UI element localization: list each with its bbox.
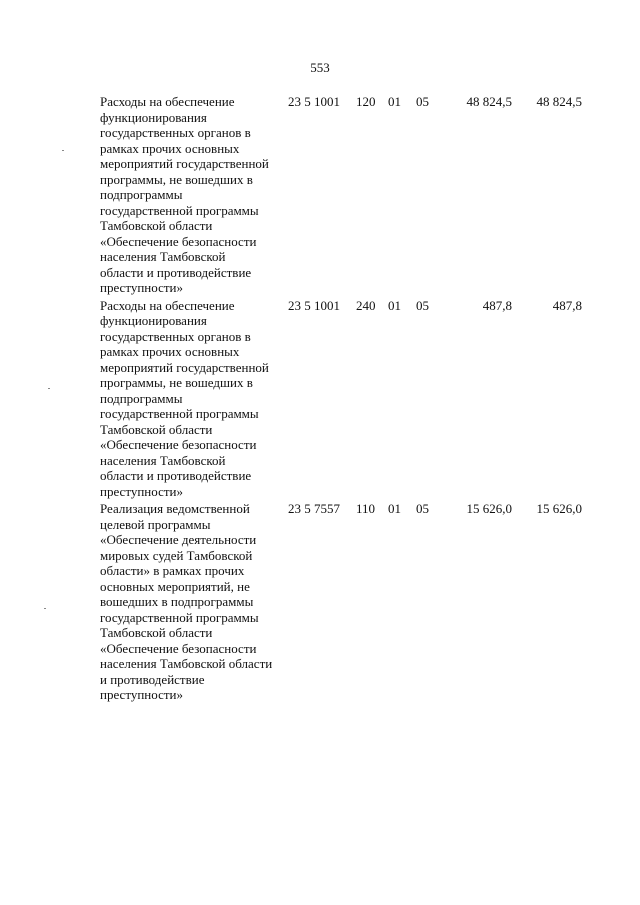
row-description: Расходы на обеспечение функционирования государственных органов в рамках прочих основных мероприятий государственной программы, не вошедших в подпрограммы государственной программы Тамбовской области «Обеспечение безопасности населения Тамбовской области и противодействие преступности»: [100, 297, 269, 499]
amount-second: 15 626,0: [536, 501, 582, 516]
expense-type-code: 240: [356, 297, 376, 313]
target-article-code: 23 5 1001: [288, 297, 340, 313]
page-number: 553: [310, 60, 330, 75]
subsection-code: 05: [416, 297, 429, 313]
scan-speck: [62, 150, 64, 151]
scan-speck: [44, 608, 46, 609]
budget-table: [100, 94, 600, 705]
subsection-code: 05: [416, 94, 429, 109]
table-row: [100, 94, 600, 296]
table-row: [100, 298, 600, 500]
row-description: Реализация ведомственной целевой программы «Обеспечение деятельности мировых судей Тамбовской области» в рамках прочих основных мероприятий, не вошедших в подпрограммы государственной программы Тамбовской области «Обеспечение безопасности населения Тамбовской области и противодействие преступности»: [100, 501, 273, 702]
expense-type-code: 120: [356, 94, 376, 109]
target-article-code: 23 5 1001: [288, 94, 340, 109]
amount-second: 487,8: [552, 297, 582, 313]
table-row: [100, 501, 600, 703]
section-code: 01: [388, 297, 401, 313]
section-code: 01: [388, 94, 401, 109]
section-code: 01: [388, 501, 401, 516]
amount-first: 15 626,0: [466, 501, 512, 516]
scan-speck: [48, 388, 50, 389]
amount-first: 48 824,5: [466, 94, 512, 109]
subsection-code: 05: [416, 501, 429, 516]
target-article-code: 23 5 7557: [288, 501, 340, 516]
amount-first: 487,8: [482, 297, 512, 313]
row-description: Расходы на обеспечение функционирования государственных органов в рамках прочих основных мероприятий государственной программы, не вошедших в подпрограммы государственной программы Тамбовской области «Обеспечение безопасности населения Тамбовской области и противодействие преступности»: [100, 94, 269, 295]
amount-second: 48 824,5: [536, 94, 582, 109]
expense-type-code: 110: [356, 501, 376, 516]
